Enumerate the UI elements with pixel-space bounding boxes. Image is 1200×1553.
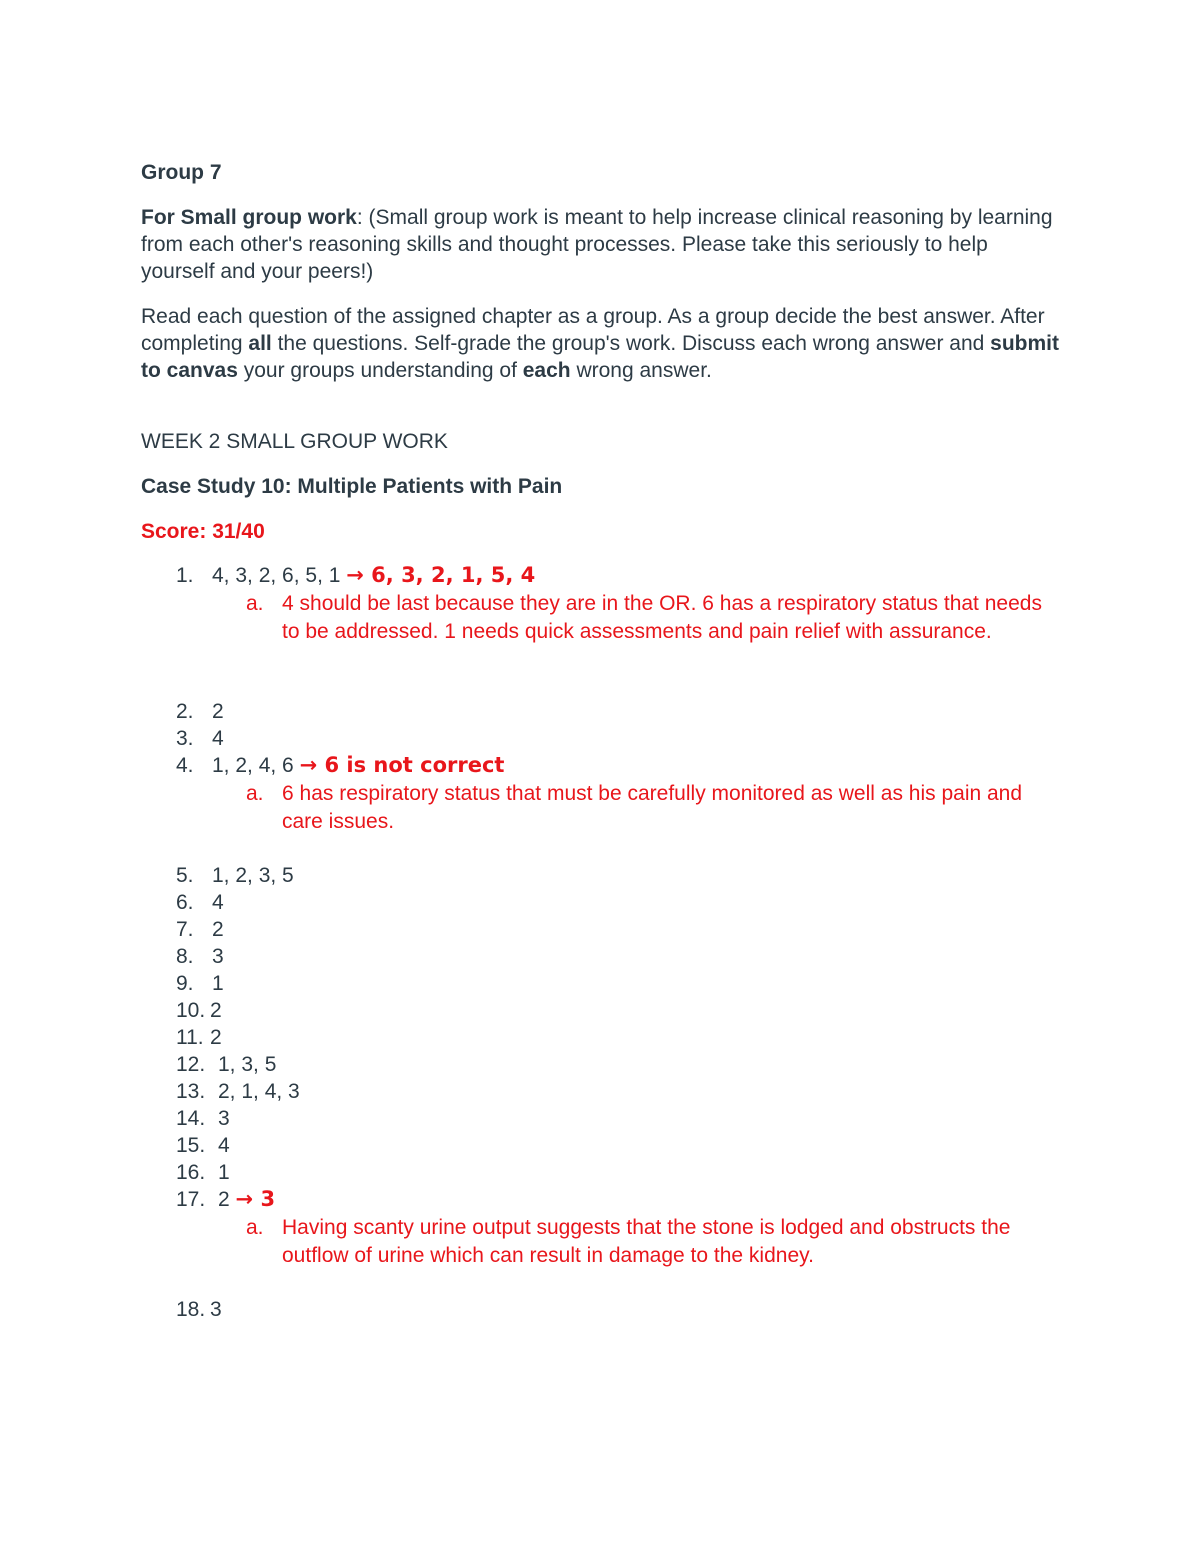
- case-title: Case Study 10: Multiple Patients with Pain: [141, 475, 563, 498]
- intro-text: : (Small group work is meant to help increase clinical reasoning by learning from each other's reasoning skills and thought processes. Please take this seriously to help yourself and your peers!): [141, 206, 1053, 283]
- answer-number: 18.: [176, 1298, 206, 1321]
- group-heading: Group 7: [141, 161, 222, 184]
- answer-text: 1: [212, 972, 224, 995]
- instructions-paragraph: [141, 303, 1061, 384]
- answer-text: 2: [212, 700, 224, 723]
- score: Score: 31/40: [141, 520, 265, 543]
- answer-number: 7.: [176, 918, 194, 941]
- intro-label: For Small group work: [141, 206, 357, 229]
- answer-text: 4: [212, 727, 224, 750]
- answer-correction: → 6, 3, 2, 1, 5, 4: [346, 563, 536, 587]
- answer-number: 8.: [176, 945, 194, 968]
- note-text: 6 has respiratory status that must be carefully monitored as well as his pain and care issues.: [282, 782, 1023, 833]
- answer-value: [212, 970, 224, 997]
- answer-value: [218, 1132, 230, 1159]
- answer-value: [210, 1024, 222, 1051]
- answer-value: [212, 752, 504, 779]
- answer-number: 2.: [176, 700, 194, 723]
- answer-correction: → 3: [235, 1187, 276, 1211]
- answer-number: 3.: [176, 727, 194, 750]
- answer-value: [212, 562, 535, 589]
- note-letter: a.: [246, 782, 264, 805]
- intro-paragraph: [141, 204, 1061, 285]
- instructions-text-2: the questions. Self-grade the group's work. Discuss each wrong answer and: [271, 332, 991, 355]
- answer-value: [210, 997, 222, 1024]
- instructions-all: all: [248, 332, 272, 355]
- answer-text: 1, 2, 4, 6: [212, 754, 294, 777]
- answer-number: 4.: [176, 754, 194, 777]
- answer-number: 12.: [176, 1053, 206, 1076]
- answer-number: 10.: [176, 999, 206, 1022]
- answer-number: 6.: [176, 891, 194, 914]
- instructions-text-1: Read each question of the assigned chapter as a group. As a group decide the best answer. After completing: [141, 305, 1045, 355]
- answer-text: 3: [218, 1107, 230, 1130]
- answer-number: 16.: [176, 1161, 206, 1184]
- answer-text: 2: [210, 999, 222, 1022]
- answer-text: 3: [210, 1298, 222, 1321]
- note-text: Having scanty urine output suggests that the stone is lodged and obstructs the outflow of urine which can result in damage to the kidney.: [282, 1216, 1011, 1267]
- note-letter: a.: [246, 1216, 264, 1239]
- answer-number: 9.: [176, 972, 194, 995]
- answer-value: [218, 1159, 230, 1186]
- answer-value: [218, 1105, 230, 1132]
- note-text: 4 should be last because they are in the OR. 6 has a respiratory status that needs to be addressed. 1 needs quick assessments and pain relief with assurance.: [282, 592, 1042, 643]
- answer-value: [212, 889, 224, 916]
- instructions-submit: submit to canvas: [141, 332, 1059, 382]
- answer-number: 5.: [176, 864, 194, 887]
- answer-text: 4: [218, 1134, 230, 1157]
- answer-value: [212, 943, 224, 970]
- answer-text: 4, 3, 2, 6, 5, 1: [212, 564, 341, 587]
- answer-value: [212, 698, 224, 725]
- answer-text: 2, 1, 4, 3: [218, 1080, 300, 1103]
- answer-value: [210, 1296, 222, 1323]
- answer-number: 13.: [176, 1080, 206, 1103]
- answer-number: 11.: [176, 1026, 204, 1049]
- answer-correction: → 6 is not correct: [299, 753, 505, 777]
- answer-value: [212, 725, 224, 752]
- week-title: WEEK 2 SMALL GROUP WORK: [141, 430, 448, 453]
- answer-number: 14.: [176, 1107, 206, 1130]
- answer-value: [218, 1078, 300, 1105]
- answer-number: 1.: [176, 564, 194, 587]
- answer-text: 2: [212, 918, 224, 941]
- answer-value: [218, 1186, 275, 1213]
- answer-value: [218, 1051, 276, 1078]
- answer-value: [212, 862, 294, 889]
- instructions-text-3: your groups understanding of: [237, 359, 523, 382]
- answer-text: 1, 3, 5: [218, 1053, 277, 1076]
- answer-text: 3: [212, 945, 224, 968]
- note-letter: a.: [246, 592, 264, 615]
- answer-text: 1: [218, 1161, 230, 1184]
- answer-text: 4: [212, 891, 224, 914]
- answer-text: 2: [218, 1188, 230, 1211]
- instructions-text-4: wrong answer.: [570, 359, 712, 382]
- answer-value: [212, 916, 224, 943]
- answer-number: 15.: [176, 1134, 206, 1157]
- answer-text: 1, 2, 3, 5: [212, 864, 294, 887]
- answer-text: 2: [210, 1026, 222, 1049]
- answer-number: 17.: [176, 1188, 206, 1211]
- instructions-each: each: [522, 359, 571, 382]
